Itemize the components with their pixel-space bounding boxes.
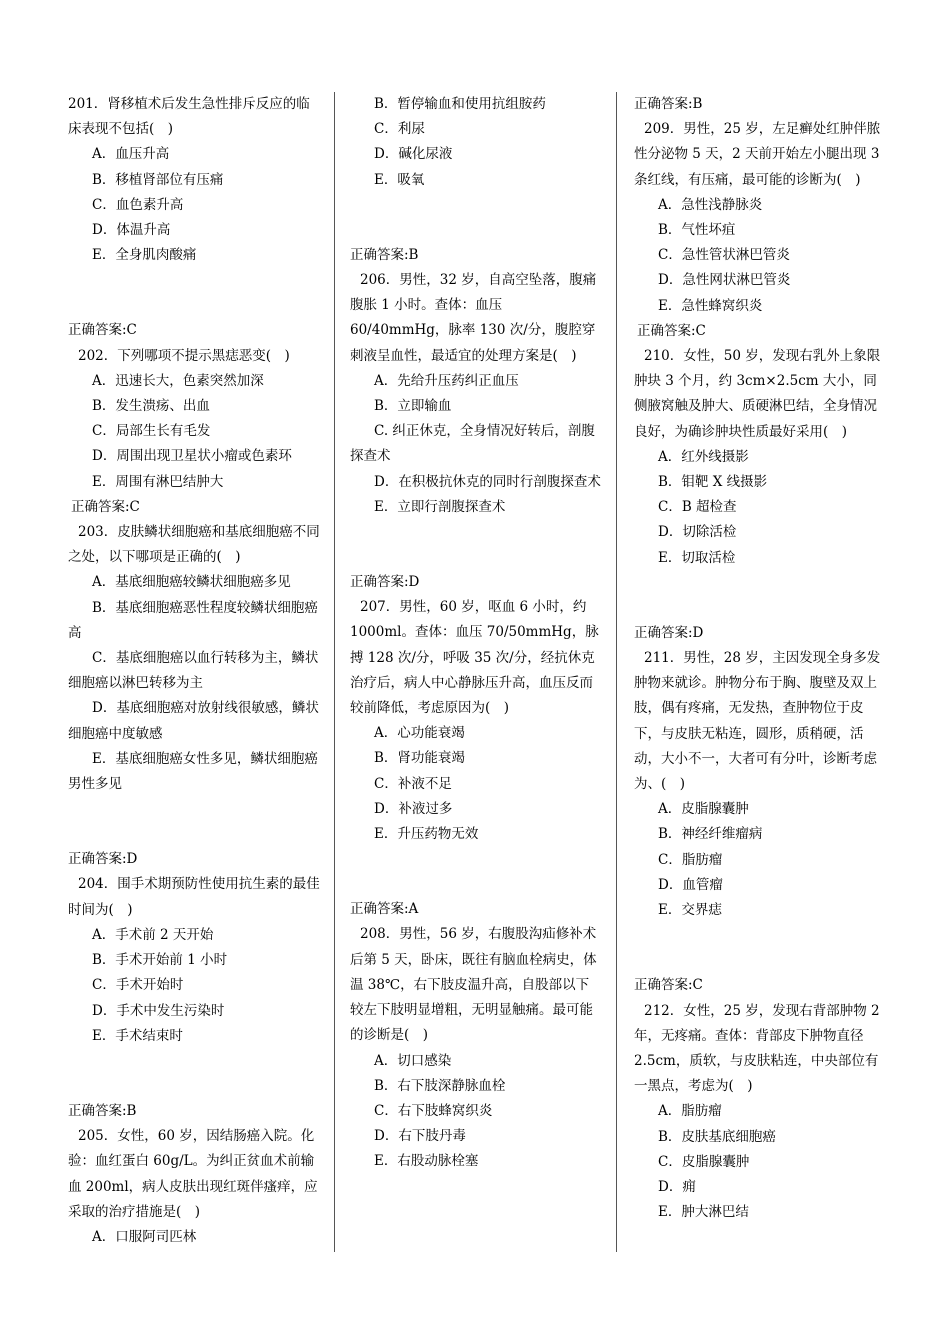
option: A．手术前 2 天开始 (92, 926, 214, 943)
option: E．周围有淋巴结肿大 (92, 473, 224, 490)
option: E．肿大淋巴结 (658, 1204, 749, 1221)
option: E．手术结束时 (92, 1027, 183, 1044)
answer-204: 正确答案:B (68, 1102, 137, 1119)
question-209: 209．男性，25 岁，左足癣处红肿伴脓性分泌物 5 天，2 天前开始左小腿出现 3 条红线，有压痛，最可能的诊断为( ) (634, 121, 881, 188)
option: A．急性浅静脉炎 (658, 196, 763, 213)
option: D．急性网状淋巴管炎 (658, 272, 791, 289)
option: C．局部生长有毛发 (92, 423, 211, 440)
answer-208: 正确答案:B (634, 96, 703, 112)
column-divider-1 (334, 92, 335, 1252)
option: C．基底细胞癌以血行转移为主，鳞状细胞癌以淋巴转移为主 (68, 650, 319, 692)
option: E．升压药物无效 (374, 826, 479, 843)
answer-209: 正确答案:C (637, 322, 706, 339)
question-201: 201．肾移植术后发生急性排斥反应的临床表现不包括( ) (68, 96, 310, 138)
answer-207: 正确答案:A (350, 901, 419, 918)
option: D．体温升高 (92, 222, 171, 239)
option: C. 纠正休克，全身情况好转后，剖腹探查术 (350, 423, 595, 465)
option: A．基底细胞癌较鳞状细胞癌多见 (92, 574, 291, 591)
answer-205: 正确答案:B (350, 246, 419, 263)
option: D．周围出现卫星状小瘤或色素环 (92, 448, 292, 465)
option: B．气性坏疽 (658, 222, 736, 239)
option: D．血管瘤 (658, 876, 723, 893)
option: E．交界痣 (658, 902, 722, 919)
option: A．迅速长大，色素突然加深 (92, 372, 264, 389)
option: E．基底细胞癌女性多见，鳞状细胞癌男性多见 (68, 750, 318, 793)
option: A．血压升高 (92, 146, 170, 163)
column-2 (350, 92, 602, 1175)
option: B．发生溃疡、出血 (92, 398, 210, 415)
question-205: 205．女性，60 岁，因结肠癌入院。化验：血红蛋白 60g/L。为纠正贫血术前输血 200ml，病人皮肤出现红斑伴瘙痒，应采取的治疗措施是( ) (68, 1128, 318, 1220)
option: B．皮肤基底细胞癌 (658, 1128, 776, 1145)
column-1 (68, 92, 320, 1250)
question-207: 207．男性，60 岁，呕血 6 小时，约 1000ml。查体：血压 70/50mmHg，脉搏 128 次/分，呼吸 35 次/分，经抗休克治疗后，病人中心静脉压升高，血压反而较前降低，考虑原因为( ) (350, 599, 599, 717)
option: E．全身肌肉酸痛 (92, 247, 197, 264)
option: B．神经纤维瘤病 (658, 826, 763, 843)
option: D．切除活检 (658, 524, 737, 541)
option: A．皮脂腺囊肿 (658, 801, 749, 818)
question-206: 206．男性，32 岁，自高空坠落，腹痛腹胀 1 小时。查体：血压 60/40mmHg，脉率 130 次/分，腹腔穿刺液呈血性，最适宜的处理方案是( ) (350, 272, 597, 364)
option: A．红外线摄影 (658, 448, 749, 465)
option: C．B 超检查 (658, 499, 737, 516)
option: D．在积极抗休克的同时行剖腹探查术 (374, 473, 601, 490)
answer-202: 正确答案:C (71, 498, 140, 515)
option: C．利尿 (374, 121, 425, 138)
answer-210: 正确答案:D (634, 624, 704, 641)
option: B．右下肢深静脉血栓 (374, 1077, 506, 1094)
option: D．手术中发生污染时 (92, 1002, 225, 1019)
option: C．右下肢蜂窝织炎 (374, 1102, 493, 1119)
option: D．右下肢丹毒 (374, 1128, 466, 1145)
option: A．切口感染 (374, 1052, 452, 1069)
option: E．立即行剖腹探查术 (374, 498, 506, 515)
option: A．口服阿司匹林 (92, 1228, 197, 1245)
option: C．脂肪瘤 (658, 851, 723, 868)
question-203: 203．皮肤鳞状细胞癌和基底细胞癌不同之处，以下哪项是正确的( ) (68, 524, 320, 566)
question-210: 210．女性，50 岁，发现右乳外上象限肿块 3 个月，约 3cm×2.5cm 大小，同侧腋窝触及肿大、质硬淋巴结，全身情况良好，为确诊肿块性质最好采用( ) (634, 348, 881, 440)
question-211: 211．男性，28 岁，主因发现全身多发肿物来就诊。肿物分布于胸、腹壁及双上肢，偶有疼痛，无发热，查肿物位于皮下，与皮肤无粘连，圆形，质稍硬，活动，大小不一，大者可有分叶，诊断考虑为、( ) (634, 650, 881, 793)
option: C．手术开始时 (92, 977, 184, 994)
option: B．钼靶 X 线摄影 (658, 474, 768, 491)
option: E．吸氧 (374, 171, 425, 188)
option: C．血色素升高 (92, 196, 184, 213)
column-divider-2 (616, 92, 617, 1252)
column-3 (634, 92, 886, 1225)
option: B．立即输血 (374, 398, 452, 415)
option: D．碱化尿液 (374, 146, 453, 163)
option: E．切取活检 (658, 549, 736, 566)
question-212: 212．女性，25 岁，发现右背部肿物 2 年，无疼痛。查体：背部皮下肿物直径 2.5cm，质软，与皮肤粘连，中央部位有一黑点，考虑为( ) (634, 1002, 880, 1095)
option: E．急性蜂窝织炎 (658, 297, 763, 314)
option: D．补液过多 (374, 800, 453, 817)
option: E．右股动脉栓塞 (374, 1153, 479, 1170)
answer-206: 正确答案:D (350, 574, 420, 591)
option: B．基底细胞癌恶性程度较鳞状细胞癌高 (68, 599, 318, 641)
option: A．先给升压药纠正血压 (374, 372, 519, 389)
option: B．移植肾部位有压痛 (92, 171, 224, 188)
option: C．急性管状淋巴管炎 (658, 247, 790, 264)
question-208: 208．男性，56 岁，右腹股沟疝修补术后第 5 天，卧床，既往有脑血栓病史，体温 38℃，右下肢皮温升高，自股部以下较左下肢明显增粗，无明显触痛。最可能的诊断是( ) (350, 926, 597, 1044)
answer-203: 正确答案:D (68, 851, 138, 868)
answer-201: 正确答案:C (68, 322, 137, 339)
option: B．手术开始前 1 小时 (92, 952, 228, 969)
option: D．痈 (658, 1178, 696, 1195)
option: B．暂停输血和使用抗组胺药 (374, 96, 546, 112)
question-202: 202．下列哪项不提示黑痣恶变( ) (78, 347, 290, 364)
option: B．肾功能衰竭 (374, 750, 465, 767)
question-204: 204．围手术期预防性使用抗生素的最佳时间为( ) (68, 876, 320, 918)
option: C．补液不足 (374, 775, 452, 792)
option: C．皮脂腺囊肿 (658, 1153, 750, 1170)
option: A．脂肪瘤 (658, 1103, 722, 1120)
answer-211: 正确答案:C (634, 977, 703, 994)
option: D．基底细胞癌对放射线很敏感，鳞状细胞癌中度敏感 (68, 700, 319, 742)
option: A．心功能衰竭 (374, 725, 465, 742)
